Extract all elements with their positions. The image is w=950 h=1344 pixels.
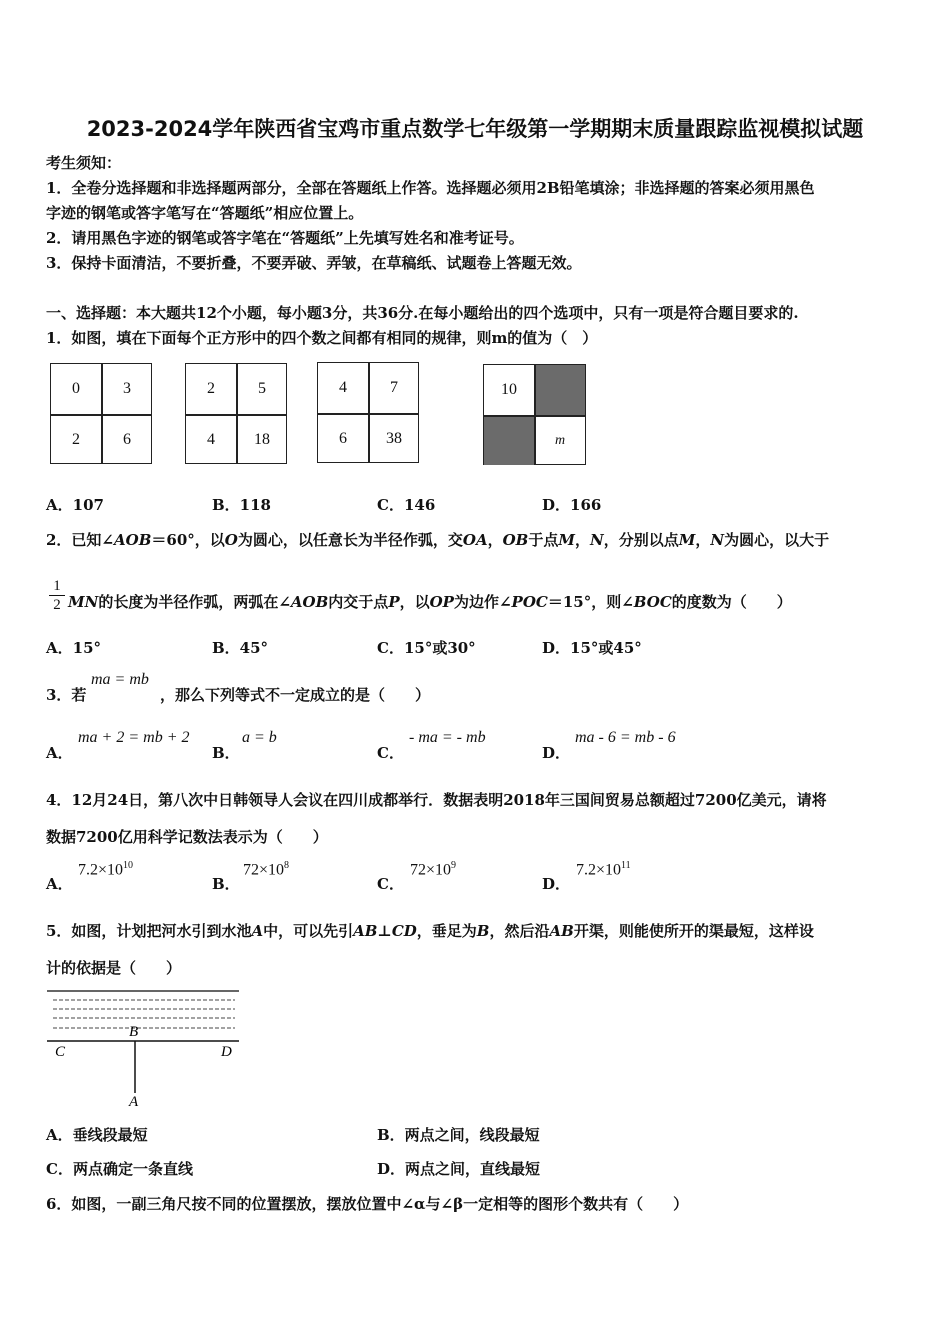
q5-label-b: B xyxy=(129,1024,139,1040)
q4-option-c-label[interactable]: C． xyxy=(377,875,404,893)
q1-square-1-tl: 0 xyxy=(72,380,80,397)
q1-square-2-tl: 2 xyxy=(207,380,215,397)
q1-square-2-bl: 4 xyxy=(207,431,215,448)
q1-square-3-tr: 7 xyxy=(390,379,398,396)
q2-option-d[interactable]: D．15°或45° xyxy=(542,639,642,657)
q5-option-a[interactable]: A．垂线段最短 xyxy=(46,1126,148,1144)
q3-option-d-expr[interactable]: ma - 6 = mb - 6 xyxy=(575,729,676,746)
q1-square-4-shaded-bl xyxy=(484,415,534,465)
q5-figure xyxy=(45,988,241,1108)
q4-line-1: 4．12月24日，第八次中日韩领导人会议在四川成都举行．数据表明2018年三国间贸易总额超过7200亿美元，请将 xyxy=(46,791,827,809)
q5-label-c: C xyxy=(55,1044,66,1060)
q5-label-a: A xyxy=(129,1094,139,1108)
q1-square-2-tr: 5 xyxy=(258,380,266,397)
q1-square-3-br: 38 xyxy=(386,430,402,447)
q2-line-1: 2．已知∠AOB＝60°，以O为圆心，以任意长为半径作弧，交OA，OB于点M，N，分别以点M，N为圆心，以大于 xyxy=(46,531,830,549)
q4-option-a-expr[interactable]: $7.2\times 10^{10}$ xyxy=(78,860,134,879)
notice-line-3: 3．保持卡面清洁，不要折叠，不要弄破、弄皱，在草稿纸、试题卷上答题无效。 xyxy=(46,254,582,272)
q3-option-a-label[interactable]: A． xyxy=(46,744,73,762)
q1-square-4-br: m xyxy=(554,433,566,448)
q1-option-b[interactable]: B．118 xyxy=(212,496,271,514)
q4-option-d-expr[interactable]: $7.2\times 10^{11}$ xyxy=(576,860,631,879)
q1-square-4-shaded-tr xyxy=(535,365,585,415)
q2-option-b[interactable]: B．45° xyxy=(212,639,269,657)
q2-line-2: MN的长度为半径作弧，两弧在∠AOB内交于点P，以OP为边作∠POC＝15°，则∠BOC的度数为（ ） xyxy=(68,593,792,611)
q3-stem-prefix: 3．若 xyxy=(46,686,87,704)
q1-option-a[interactable]: A．107 xyxy=(46,496,104,514)
q1-square-4-tl: 10 xyxy=(501,381,517,398)
q2-fraction-numerator: 1 xyxy=(53,578,61,594)
q1-square-4 xyxy=(483,364,586,465)
q1-stem: 1．如图，填在下面每个正方形中的四个数之间都有相同的规律，则m的值为（ ） xyxy=(46,329,598,347)
q5-option-b[interactable]: B．两点之间，线段最短 xyxy=(377,1126,540,1144)
q2-fraction-half xyxy=(49,577,65,614)
q2-option-c[interactable]: C．15°或30° xyxy=(377,639,476,657)
q2-option-a[interactable]: A．15° xyxy=(46,639,102,657)
q1-square-2 xyxy=(185,363,287,464)
q5-option-d[interactable]: D．两点之间，直线最短 xyxy=(377,1160,541,1178)
q3-stem-expr: ma = mb xyxy=(91,671,149,688)
q4-option-c-expr[interactable]: $72\times 10^9$ xyxy=(410,860,457,879)
q4-option-b-label[interactable]: B． xyxy=(212,875,240,893)
q1-option-d[interactable]: D．166 xyxy=(542,496,602,514)
section-heading: 一、选择题：本大题共12个小题，每小题3分，共36分.在每小题给出的四个选项中，只有一项是符合题目要求的. xyxy=(46,304,799,322)
q3-stem-suffix: ，那么下列等式不一定成立的是（ ） xyxy=(160,686,431,704)
notice-heading: 考生须知： xyxy=(46,154,122,172)
q4-line-2: 数据7200亿用科学记数法表示为（ ） xyxy=(46,828,328,846)
q1-square-3-tl: 4 xyxy=(339,379,347,396)
page-title: 2023-2024学年陕西省宝鸡市重点数学七年级第一学期期末质量跟踪监视模拟试题 xyxy=(86,117,864,141)
q3-option-a-expr[interactable]: ma + 2 = mb + 2 xyxy=(78,729,190,746)
q1-square-1-br: 6 xyxy=(123,431,131,448)
q4-option-b-expr[interactable]: $72\times 10^8$ xyxy=(243,860,290,879)
q3-option-c-expr[interactable]: - ma = - mb xyxy=(409,729,486,746)
q5-label-d: D xyxy=(221,1044,232,1060)
q1-option-c[interactable]: C．146 xyxy=(377,496,436,514)
q3-option-b-label[interactable]: B． xyxy=(212,744,240,762)
q3-option-c-label[interactable]: C． xyxy=(377,744,404,762)
q5-line-2: 计的依据是（ ） xyxy=(46,959,182,977)
notice-line-1a: 1．全卷分选择题和非选择题两部分，全部在答题纸上作答。选择题必须用2B铅笔填涂；非选择题的答案必须用黑色 xyxy=(46,179,815,197)
q1-square-2-br: 18 xyxy=(254,431,270,448)
q1-square-1 xyxy=(50,363,152,464)
notice-line-1b: 字迹的钢笔或答字笔写在“答题纸”相应位置上。 xyxy=(46,204,364,222)
q3-option-b-expr[interactable]: a = b xyxy=(242,729,277,746)
q6-stem: 6．如图，一副三角尺按不同的位置摆放，摆放位置中∠α与∠β一定相等的图形个数共有（ ） xyxy=(46,1195,689,1213)
q1-square-1-tr: 3 xyxy=(123,380,131,397)
q2-fraction-denominator: 2 xyxy=(49,595,65,614)
q4-option-d-label[interactable]: D． xyxy=(542,875,571,893)
notice-line-2: 2．请用黑色字迹的钢笔或答字笔在“答题纸”上先填写姓名和准考证号。 xyxy=(46,229,524,247)
q5-line-1: 5．如图，计划把河水引到水池A中，可以先引AB⊥CD，垂足为B，然后沿AB开渠，则能使所开的渠最短，这样设 xyxy=(46,922,814,940)
q4-option-a-label[interactable]: A． xyxy=(46,875,73,893)
q1-square-1-bl: 2 xyxy=(72,431,80,448)
q3-option-d-label[interactable]: D． xyxy=(542,744,571,762)
q1-square-3-bl: 6 xyxy=(339,430,347,447)
q1-square-3 xyxy=(317,362,419,463)
q5-option-c[interactable]: C．两点确定一条直线 xyxy=(46,1160,193,1178)
